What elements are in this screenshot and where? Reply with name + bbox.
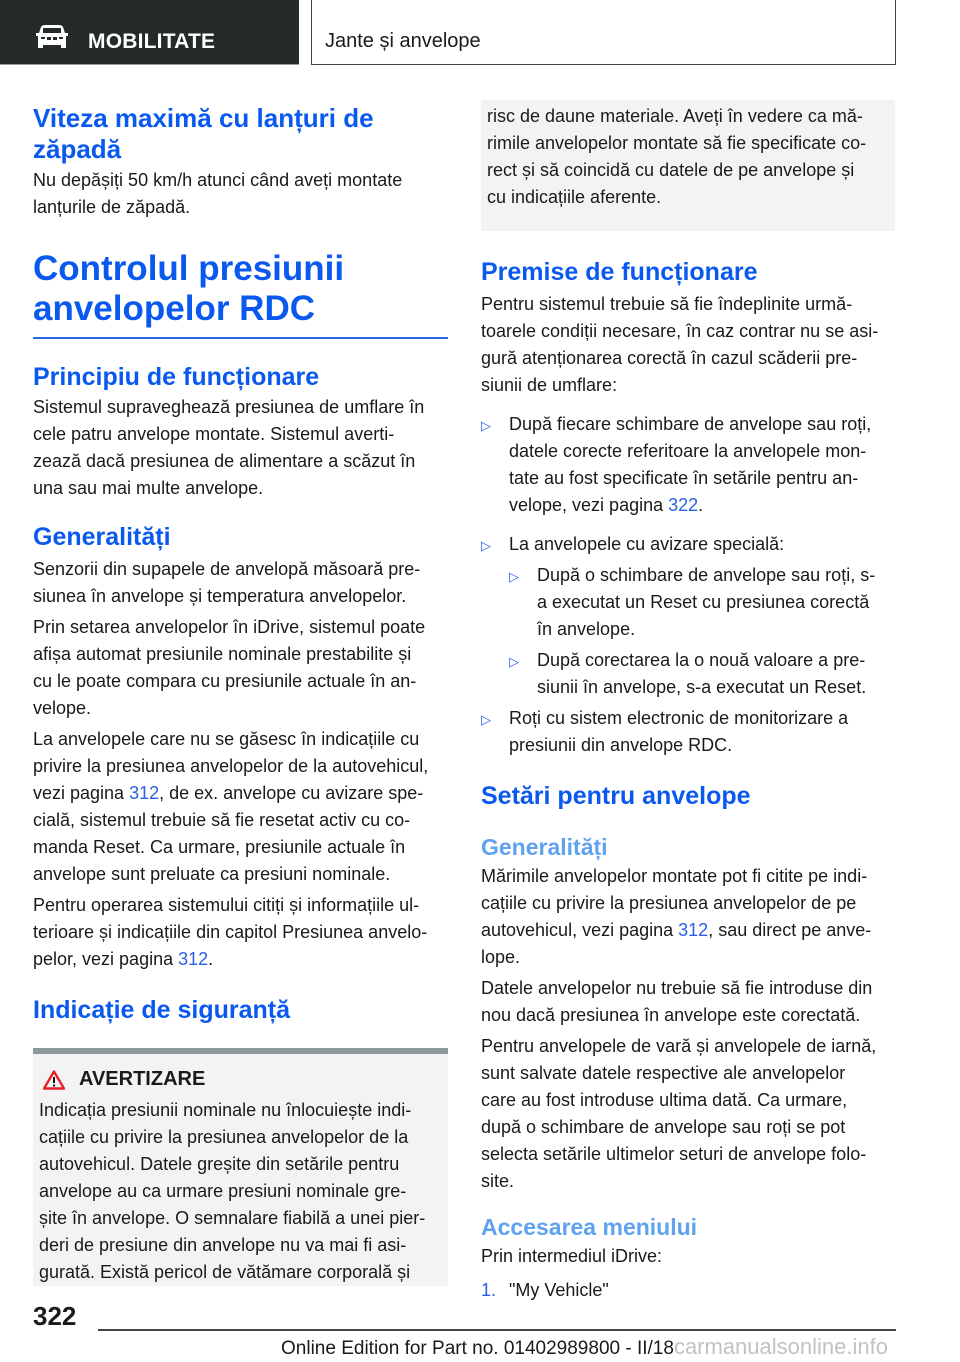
right-column (481, 100, 896, 1304)
left-column (33, 100, 448, 1286)
list-item: ▷ La anvelopele cu avizare specială: ▷ După o schimbare de anvelope sau roți, s- a executat un Reset cu presiunea corectă în anvelope. ▷ După corectarea la o nouă valoare a pre- siunii în anvelope, s-a executat un Reset. (481, 531, 896, 701)
warning-text: Indicația presiunii nominale nu înlocuiește indi- cațiile cu privire la presiunea anvelopelor de la autovehicul. Datele greșite din setările pentru anvelope au ca urmare presiuni nominale gre- șite în anvelope. O semnalare fiabilă a unei pier- deri de presiune din anvelope nu va mai fi asi- gurată. Există pericol de vătămare corporală și (39, 1100, 426, 1282)
general-paragraph-3: La anvelopele care nu se găsesc în indicațiile cu privire la presiunea anvelopelor de la autovehicul, vezi pagina 312, de ex. anvelope cu avizare spe- cială, sistemul trebuie să fie resetat activ cu co- manda Reset. Ca urmare, presiunile actuale în anvelope sunt preluate ca presiuni nominale. (33, 729, 429, 884)
safety-heading: Indicație de siguranță (33, 996, 291, 1024)
bullet-triangle-icon: ▷ (509, 654, 519, 669)
page-link-312[interactable]: 312 (178, 949, 209, 969)
menu-intro: Prin intermediul iDrive: (481, 1246, 663, 1266)
page-link-312[interactable]: 312 (678, 920, 709, 940)
chapter-tab[interactable] (0, 0, 299, 65)
page-link-322[interactable]: 322 (668, 495, 699, 515)
settings-paragraph-1: Mărimile anvelopelor montate pot fi citite pe indi- cațiile cu privire la presiunea anvelopelor de pe autovehicul, vezi pagina 312, sau direct pe anve- lope. (481, 866, 872, 967)
step-item (481, 1277, 896, 1304)
section-label: Jante și anvelope (325, 30, 481, 52)
chapter-label: MOBILITATE (88, 30, 216, 53)
page-number: 322 (33, 1301, 77, 1331)
footer-rule (98, 1329, 896, 1331)
settings-paragraph-3: Pentru anvelopele de vară și anvelopele de iarnă, sunt salvate datele respective ale anvelopelor care au fost introduse ultima dată. Ca urmare, după o schimbare de anvelope sau roți se pot selecta setările ultimelor seturi de anvelope folo- site. (481, 1036, 877, 1191)
footer-text (281, 1334, 888, 1360)
bullet-triangle-icon: ▷ (509, 569, 519, 584)
snow-chains-text: Nu depășiți 50 km/h atunci când aveți montate lanțurile de zăpadă. (33, 170, 403, 217)
list-item: ▷ După fiecare schimbare de anvelope sau roți, datele corecte referitoare la anvelopele mon- tate au fost specificate în setările pentru an- velope, vezi pagina 322. (481, 411, 896, 519)
edition-text: Online Edition for Part no. 01402989800 - II/18 (281, 1338, 674, 1359)
premise-heading: Premise de funcționare (481, 258, 758, 286)
bullet-triangle-icon: ▷ (481, 712, 491, 727)
car-icon (34, 24, 70, 52)
list-item: ▷ Roți cu sistem electronic de monitorizare a presiunii din anvelope RDC. (481, 705, 896, 759)
warning-title: AVERTIZARE (79, 1068, 206, 1090)
menu-access-heading: Accesarea meniului (481, 1214, 698, 1240)
step-text: "My Vehicle" (509, 1280, 609, 1300)
warning-continuation: risc de daune materiale. Aveți în vedere ca mă- rimile anvelopelor montate să fie specificate co- rect și să coincidă cu datele de pe anvelope și cu indicațiile aferente. (481, 100, 895, 231)
general-paragraph-1: Senzorii din supapele de anvelopă măsoară pre- siunea în anvelope și temperatura anvelopelor. (33, 559, 421, 606)
step-number: 1. (481, 1280, 497, 1300)
sub-list-item: ▷ După corectarea la o nouă valoare a pre- siunii în anvelope, s-a executat un Reset. (509, 647, 896, 701)
warning-triangle-icon (43, 1070, 65, 1090)
principle-text: Sistemul supraveghează presiunea de umflare în cele patru anvelope montate. Sistemul averti- zează dacă presiunea de alimentare a scăzut în una sau mai multe anvelope. (33, 397, 425, 498)
general-paragraph-4: Pentru operarea sistemului citiți și informațiile ul- terioare și indicațiile din capitol Presiunea anvelo- pelor, vezi pagina 312. (33, 895, 428, 969)
warning-box (33, 1048, 448, 1286)
heading-rule (33, 337, 448, 339)
settings-heading: Setări pentru anvelope (481, 782, 751, 810)
bullet-triangle-icon: ▷ (481, 538, 491, 553)
principle-heading: Principiu de funcționare (33, 363, 320, 391)
general-heading: Generalități (33, 523, 171, 551)
sub-list-item: ▷ După o schimbare de anvelope sau roți, s- a executat un Reset cu presiunea corectă în anvelope. (509, 562, 896, 643)
general-paragraph-2: Prin setarea anvelopelor în iDrive, sistemul poate afișa automat presiunile nominale prestabilite și cu le poate compara cu presiunile actuale în an- velope. (33, 617, 426, 718)
snow-chains-heading: Viteza maximă cu lanțuri de zăpadă (33, 103, 374, 164)
settings-paragraph-2: Datele anvelopelor nu trebuie să fie introduse din nou dacă presiunea în anvelope este corectată. (481, 978, 873, 1025)
watermark: carmanualsonline.info (673, 1334, 888, 1359)
rdc-heading: Controlul presiunii anvelopelor RDC (33, 249, 345, 328)
page-link-312[interactable]: 312 (129, 783, 160, 803)
section-tab[interactable] (311, 0, 896, 65)
premise-text: Pentru sistemul trebuie să fie îndeplinite urmă- toarele condiții necesare, în caz contrar nu se asi- gură atenționarea corectă în cazul scăderii pre- siunii de umflare: (481, 294, 879, 395)
settings-general-heading: Generalități (481, 834, 608, 860)
bullet-triangle-icon: ▷ (481, 418, 491, 433)
